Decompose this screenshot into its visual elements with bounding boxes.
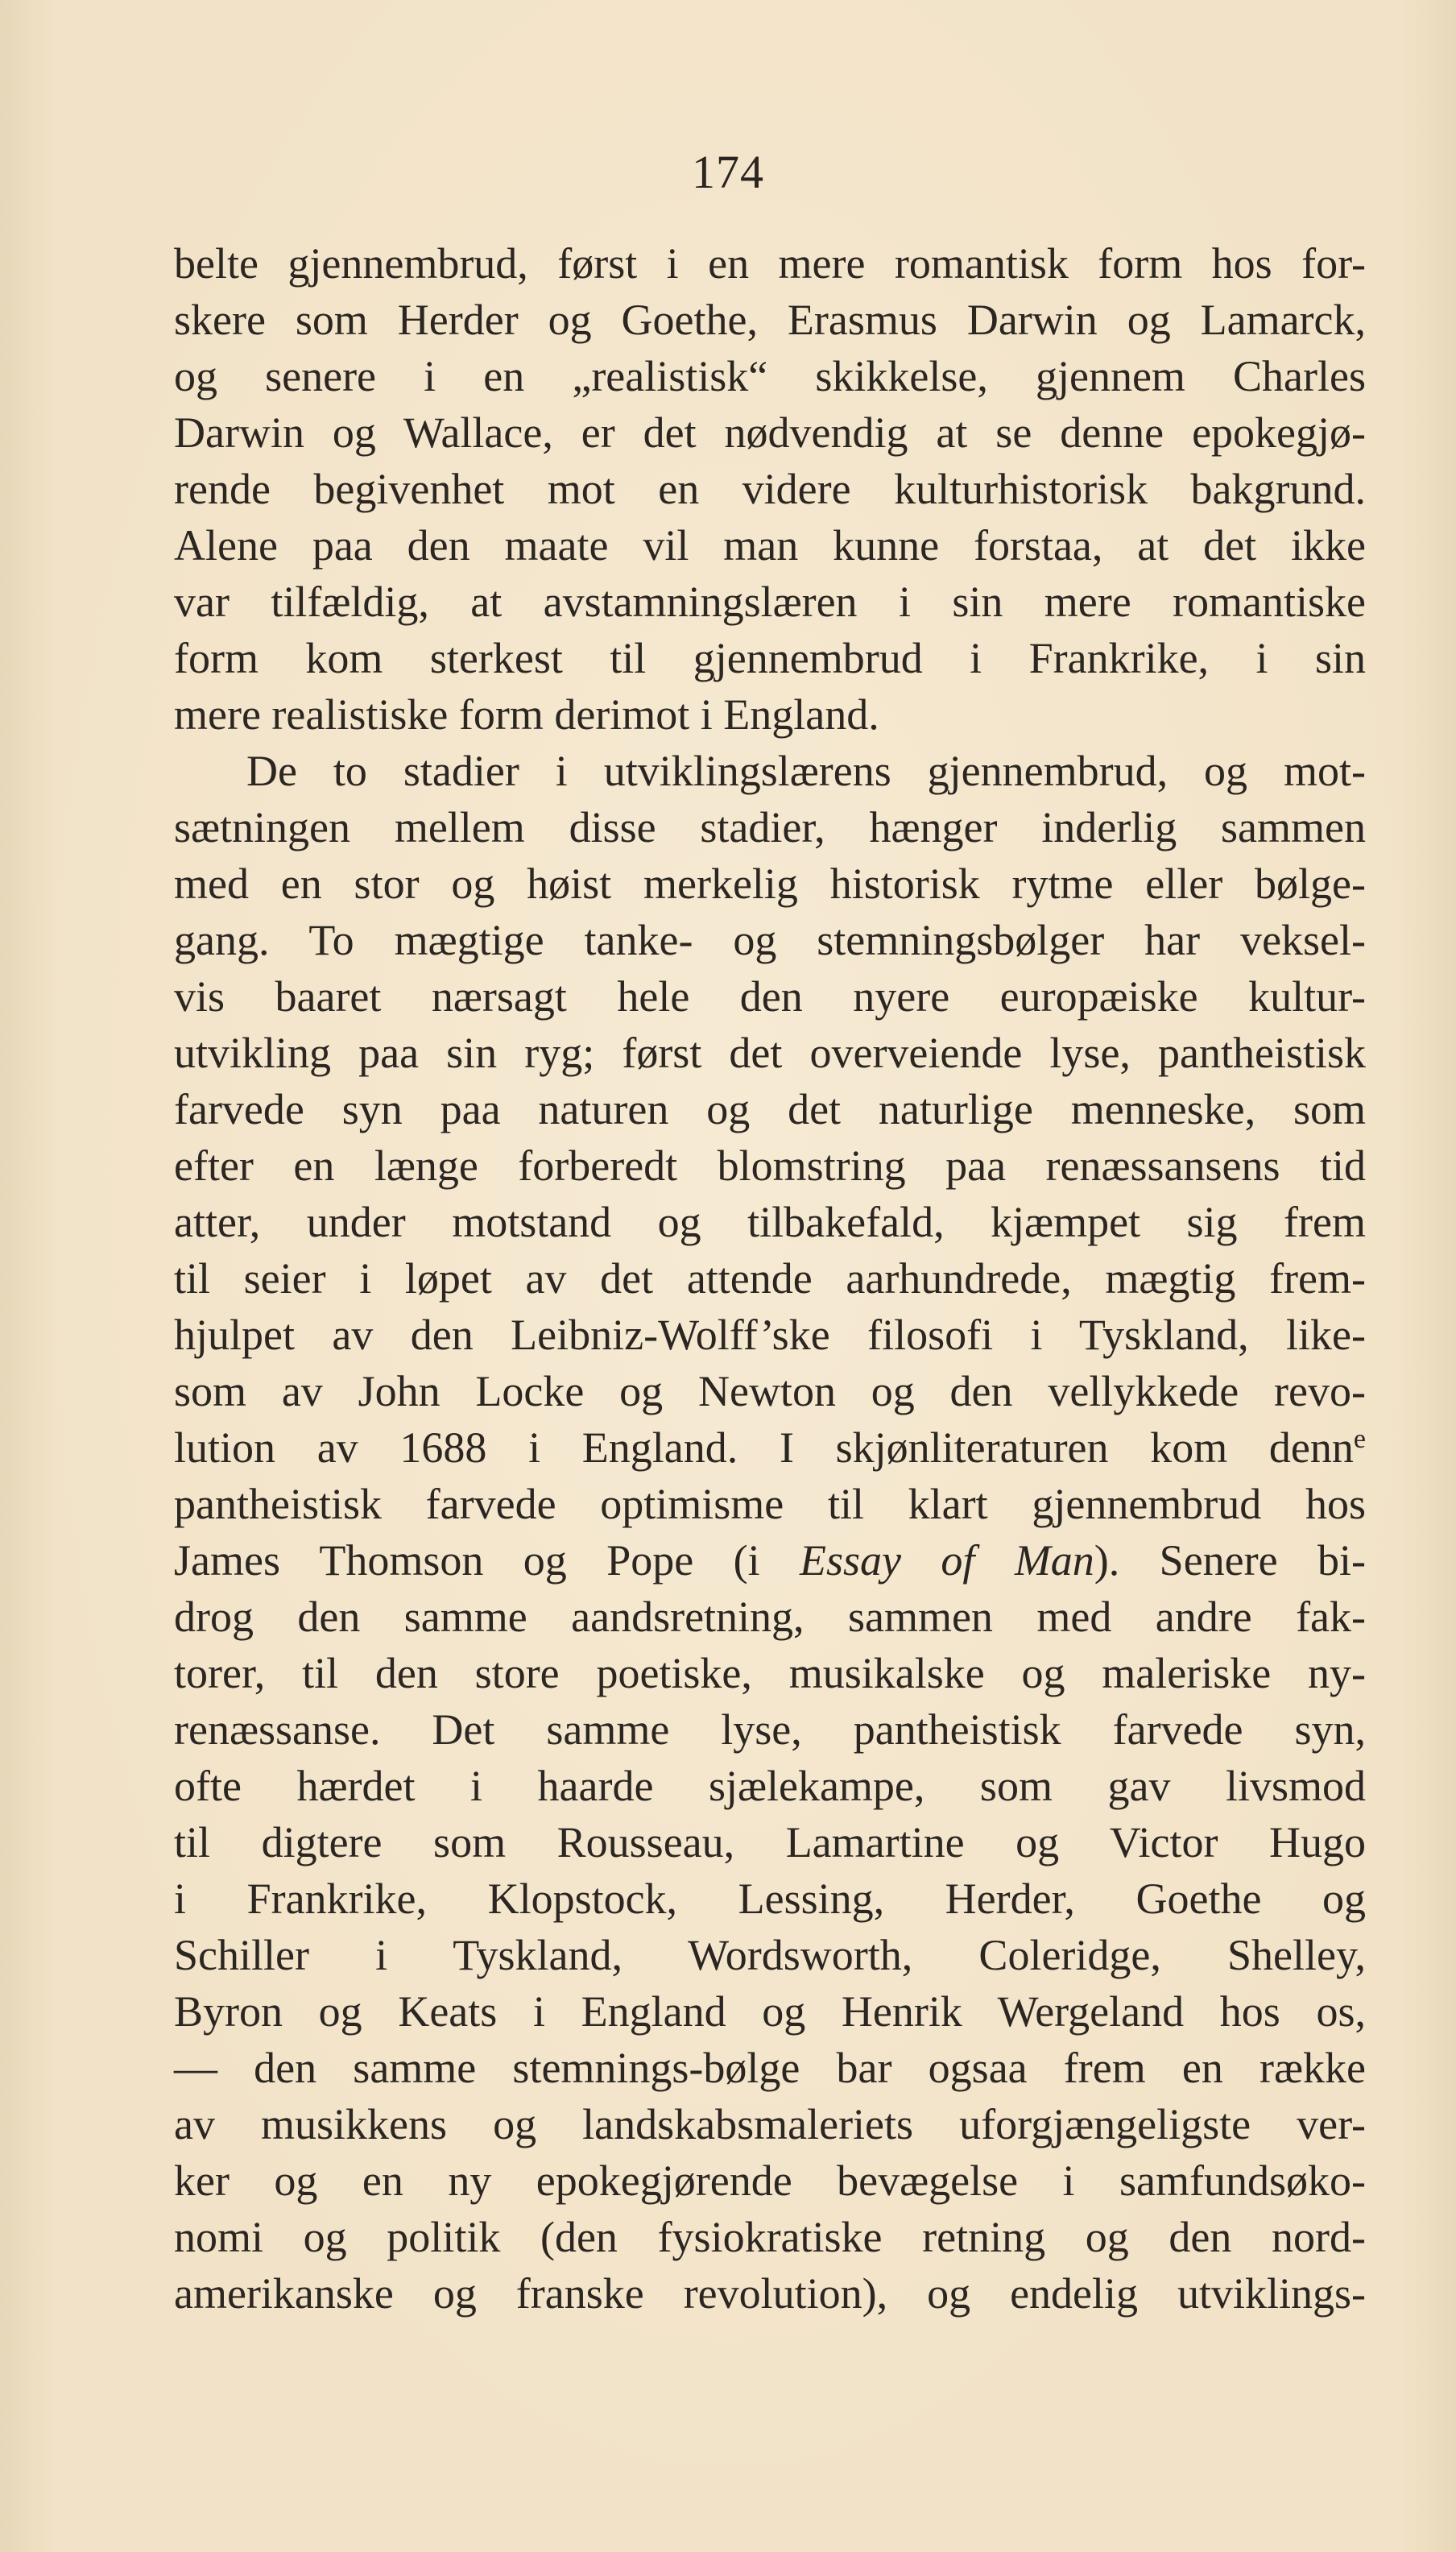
- text-line: Byron og Keats i England og Henrik Wergeland hos os,: [174, 1987, 1366, 2036]
- text-line: — den samme stemnings-bølge bar ogsaa frem en række: [174, 2044, 1366, 2092]
- body-text: [174, 235, 1366, 2322]
- text-line: og senere i en „realistisk“ skikkelse, gjennem Charles: [174, 352, 1366, 400]
- paragraph-start-line: De to stadier i utviklingslærens gjennembrud, og mot-: [246, 747, 1366, 795]
- text-line: ofte hærdet i haarde sjælekampe, som gav livsmod: [174, 1762, 1366, 1810]
- text-line: form kom sterkest til gjennembrud i Frankrike, i sin: [174, 634, 1366, 682]
- text-line: ker og en ny epokegjørende bevægelse i samfundsøko-: [174, 2156, 1366, 2205]
- text-line: gang. To mægtige tanke- og stemningsbølger har veksel-: [174, 916, 1366, 964]
- text-line: mere realistiske form derimot i England.: [174, 690, 879, 739]
- text-line: Darwin og Wallace, er det nødvendig at se denne epokegjø-: [174, 408, 1366, 457]
- text-line: i Frankrike, Klopstock, Lessing, Herder, Goethe og: [174, 1875, 1366, 1923]
- text-line-composite: [174, 1419, 1366, 1476]
- text-line: av musikkens og landskabsmaleriets uforgjængeligste ver-: [174, 2100, 1366, 2148]
- text-line: sætningen mellem disse stadier, hænger inderlig sammen: [174, 803, 1366, 851]
- text-line: vis baaret nærsagt hele den nyere europæiske kultur-: [174, 972, 1366, 1021]
- text-line: var tilfældig, at avstamningslæren i sin mere romantiske: [174, 578, 1366, 626]
- text-line: belte gjennembrud, først i en mere romantisk form hos for-: [174, 239, 1366, 288]
- text-line: amerikanske og franske revolution), og endelig utviklings-: [174, 2269, 1366, 2318]
- text-line: Schiller i Tyskland, Wordsworth, Coleridge, Shelley,: [174, 1931, 1366, 1979]
- text-fragment: James Thomson og Pope (i: [174, 1536, 800, 1585]
- text-line: renæssanse. Det samme lyse, pantheistisk farvede syn,: [174, 1705, 1366, 1754]
- text-line: atter, under motstand og tilbakefald, kjæmpet sig frem: [174, 1198, 1366, 1246]
- text-line: nomi og politik (den fysiokratiske retning og den nord-: [174, 2213, 1366, 2261]
- text-line: til seier i løpet av det attende aarhundrede, mægtig frem-: [174, 1254, 1366, 1303]
- text-line: rende begivenhet mot en videre kulturhistorisk bakgrund.: [174, 465, 1366, 513]
- text-line: hjulpet av den Leibniz-Wolff’ske filosofi i Tyskland, like-: [174, 1311, 1366, 1359]
- text-fragment: lution av 1688 i England. I skjønliteraturen kom denn: [174, 1423, 1354, 1472]
- text-line: pantheistisk farvede optimisme til klart gjennembrud hos: [174, 1480, 1366, 1528]
- italic-title: Essay of Man: [800, 1536, 1094, 1585]
- text-line: med en stor og høist merkelig historisk rytme eller bølge-: [174, 860, 1366, 908]
- text-line: utvikling paa sin ryg; først det overveiende lyse, pantheistisk: [174, 1029, 1366, 1077]
- text-line: Alene paa den maate vil man kunne forstaa, at det ikke: [174, 521, 1366, 570]
- page-number: 174: [692, 146, 764, 198]
- text-line: drog den samme aandsretning, sammen med andre fak-: [174, 1593, 1366, 1641]
- text-line: farvede syn paa naturen og det naturlige menneske, som: [174, 1085, 1366, 1133]
- text-line: som av John Locke og Newton og den vellykkede revo-: [174, 1367, 1366, 1415]
- text-fragment: ). Senere bi-: [1094, 1536, 1366, 1585]
- text-line-composite: [174, 1532, 1366, 1589]
- text-line: skere som Herder og Goethe, Erasmus Darwin og Lamarck,: [174, 296, 1366, 344]
- superscript-letter: e: [1353, 1424, 1366, 1454]
- text-line: til digtere som Rousseau, Lamartine og Victor Hugo: [174, 1818, 1366, 1866]
- text-line: efter en længe forberedt blomstring paa renæssansens tid: [174, 1141, 1366, 1190]
- text-line: torer, til den store poetiske, musikalske og maleriske ny-: [174, 1649, 1366, 1697]
